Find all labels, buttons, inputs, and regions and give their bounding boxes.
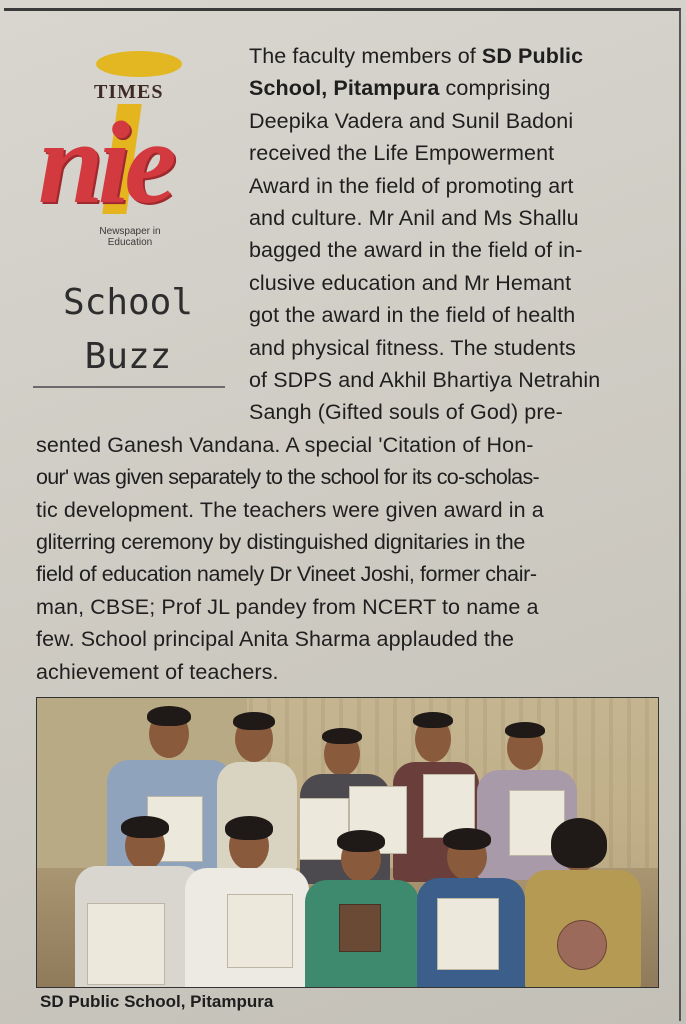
article-line: achievement of teachers. (36, 660, 279, 684)
award-plate (557, 920, 607, 970)
group-photo (36, 697, 659, 988)
article-line: bagged the award in the field of in- (249, 238, 583, 262)
article-text: comprising (439, 76, 551, 100)
article-line: Award in the field of promoting art (249, 174, 574, 198)
article-line: field of education namely Dr Vineet Joshi, former chair- (36, 562, 537, 586)
article-text: The faculty members of (249, 44, 482, 68)
logo-caption-line1: Newspaper in (99, 226, 161, 237)
certificate (227, 894, 293, 968)
article-line (249, 72, 551, 104)
article-line: Sangh (Gifted souls of God) pre- (249, 400, 563, 424)
article-line: of SDPS and Akhil Bhartiya Netrahin (249, 368, 601, 392)
article-line: few. School principal Anita Sharma applauded the (36, 627, 515, 651)
article-line: tic development. The teachers were given award in a (36, 498, 544, 522)
article-line: our' was given separately to the school for its co-scholas- (36, 465, 539, 489)
article-line: and physical fitness. The students (249, 336, 576, 360)
section-title-line2: Buzz (84, 336, 172, 377)
logo-mark-text: nie (38, 97, 171, 228)
article-line: Deepika Vadera and Sunil Badoni (249, 109, 574, 133)
certificate (437, 898, 499, 970)
article-line: and culture. Mr Anil and Ms Shallu (249, 206, 579, 230)
article-line: man, CBSE; Prof JL pandey from NCERT to name a (36, 595, 539, 619)
article-line: gliterring ceremony by distinguished dignitaries in the (36, 530, 526, 554)
logo-caption (60, 226, 200, 248)
section-title (32, 276, 224, 384)
certificate (87, 903, 165, 985)
school-location-bold: School, Pitampura (249, 76, 440, 100)
article-line: received the Life Empowerment (249, 141, 555, 165)
article-line: sented Ganesh Vandana. A special 'Citation of Hon- (36, 433, 534, 457)
logo-oval-shape (96, 51, 182, 77)
article-line (249, 40, 583, 72)
section-title-line1: School (62, 282, 194, 323)
photo-caption: SD Public School, Pitampura (40, 992, 274, 1011)
school-name-bold: SD Public (481, 44, 584, 68)
logo-caption-line2: Education (107, 237, 153, 248)
times-nie-logo (32, 48, 222, 263)
plaque (339, 904, 381, 952)
logo-brand-text: TIMES (94, 81, 164, 103)
article-line: got the award in the field of health (249, 303, 576, 327)
section-divider (33, 386, 225, 388)
article-line: clusive education and Mr Hemant (249, 271, 572, 295)
